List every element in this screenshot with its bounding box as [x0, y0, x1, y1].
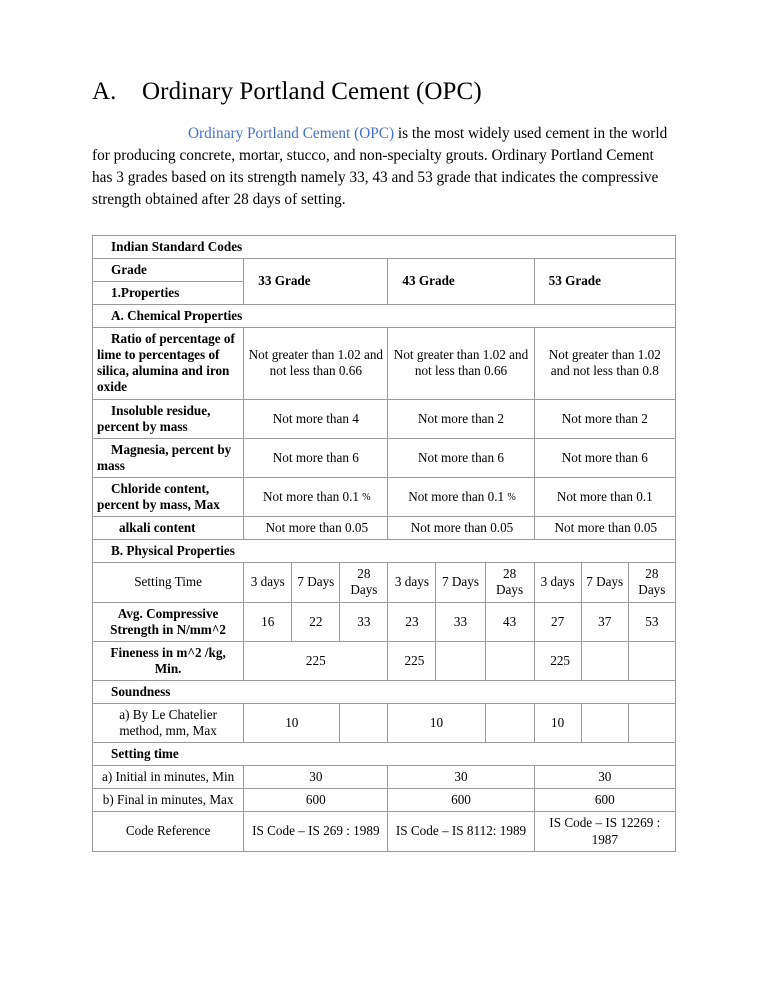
period-43-7days: 7 Days	[436, 563, 485, 602]
row-label-compressive-strength: Avg. Compressive Strength in N/mm^2	[93, 602, 244, 641]
setting-time-header: Setting time	[93, 743, 676, 766]
fineness-43: 225	[388, 641, 436, 680]
table-row	[93, 328, 676, 399]
table-title-cell: Indian Standard Codes	[93, 235, 676, 258]
intro-paragraph	[92, 123, 676, 211]
code-reference-33: IS Code – IS 269 : 1989	[244, 812, 388, 851]
initial-43: 30	[388, 766, 534, 789]
value-chloride-53: Not more than 0.1	[534, 477, 675, 516]
heading-label: A.	[92, 78, 117, 105]
strength-43-3days: 23	[388, 602, 436, 641]
fineness-43-empty-2	[485, 641, 534, 680]
period-33-7days: 7 Days	[292, 563, 340, 602]
value-chloride-43: Not more than 0.1 %	[388, 477, 534, 516]
final-53: 600	[534, 789, 675, 812]
period-33-28days: 28 Days	[340, 563, 388, 602]
header-properties-label: 1.Properties	[93, 282, 244, 305]
le-chatelier-43-empty	[485, 703, 534, 742]
strength-43-7days: 33	[436, 602, 485, 641]
table-row	[93, 477, 676, 516]
row-label-final-setting: b) Final in minutes, Max	[93, 789, 244, 812]
le-chatelier-53-empty-1	[581, 703, 628, 742]
initial-53: 30	[534, 766, 675, 789]
header-grade-33: 33 Grade	[244, 258, 388, 304]
row-label-magnesia: Magnesia, percent by mass	[93, 438, 244, 477]
table-row	[93, 641, 676, 680]
le-chatelier-53: 10	[534, 703, 581, 742]
period-53-7days: 7 Days	[581, 563, 628, 602]
intro-body-text: is the most widely used cement in the world for producing concrete, mortar, stucco, and non-specialty grouts. Ordinary Portland Cement has 3 grades based on its strength namely 33, 43 and 53 grade that indicates the compressive strength obtained after 28 days of setting.	[92, 124, 668, 208]
strength-43-28days: 43	[485, 602, 534, 641]
document-content	[92, 78, 676, 852]
fineness-53-empty-1	[581, 641, 628, 680]
value-insoluble-53: Not more than 2	[534, 399, 675, 438]
soundness-header: Soundness	[93, 680, 676, 703]
value-insoluble-33: Not more than 4	[244, 399, 388, 438]
table-row	[93, 438, 676, 477]
value-alkali-33: Not more than 0.05	[244, 517, 388, 540]
header-grade-label: Grade	[93, 258, 244, 281]
table-row	[93, 789, 676, 812]
header-grade-43: 43 Grade	[388, 258, 534, 304]
table-row	[93, 305, 676, 328]
strength-33-3days: 16	[244, 602, 292, 641]
value-alkali-53: Not more than 0.05	[534, 517, 675, 540]
code-reference-53: IS Code – IS 12269 : 1987	[534, 812, 675, 851]
cement-specification-table	[92, 235, 676, 852]
strength-53-28days: 53	[628, 602, 675, 641]
final-43: 600	[388, 789, 534, 812]
table-row	[93, 766, 676, 789]
section-b-header: B. Physical Properties	[93, 540, 676, 563]
le-chatelier-43: 10	[388, 703, 485, 742]
section-a-header: A. Chemical Properties	[93, 305, 676, 328]
le-chatelier-53-empty-2	[628, 703, 675, 742]
table-row	[93, 399, 676, 438]
value-lime-ratio-53: Not greater than 1.02 and not less than 0.8	[534, 328, 675, 399]
strength-53-7days: 37	[581, 602, 628, 641]
table-row	[93, 812, 676, 851]
row-label-fineness: Fineness in m^2 /kg, Min.	[93, 641, 244, 680]
table-row	[93, 602, 676, 641]
table-row	[93, 703, 676, 742]
table-row	[93, 563, 676, 602]
percent-symbol: %	[507, 491, 516, 503]
table-row	[93, 540, 676, 563]
heading-text: Ordinary Portland Cement (OPC)	[142, 78, 482, 105]
initial-33: 30	[244, 766, 388, 789]
value-magnesia-43: Not more than 6	[388, 438, 534, 477]
value-lime-ratio-43: Not greater than 1.02 and not less than 0.66	[388, 328, 534, 399]
value-lime-ratio-33: Not greater than 1.02 and not less than 0.66	[244, 328, 388, 399]
final-33: 600	[244, 789, 388, 812]
fineness-33: 225	[244, 641, 388, 680]
page-title	[92, 78, 676, 107]
period-53-28days: 28 Days	[628, 563, 675, 602]
table-row	[93, 680, 676, 703]
row-label-setting-time-periods: Setting Time	[93, 563, 244, 602]
strength-53-3days: 27	[534, 602, 581, 641]
row-label-insoluble-residue: Insoluble residue, percent by mass	[93, 399, 244, 438]
row-label-le-chatelier: a) By Le Chatelier method, mm, Max	[93, 703, 244, 742]
row-label-lime-ratio: Ratio of percentage of lime to percentages of silica, alumina and iron oxide	[93, 328, 244, 399]
period-43-28days: 28 Days	[485, 563, 534, 602]
value-magnesia-33: Not more than 6	[244, 438, 388, 477]
percent-symbol: %	[362, 491, 371, 503]
value-alkali-43: Not more than 0.05	[388, 517, 534, 540]
row-label-alkali: alkali content	[93, 517, 244, 540]
value-chloride-33: Not more than 0.1 %	[244, 477, 388, 516]
table-row	[93, 258, 676, 281]
row-label-chloride: Chloride content, percent by mass, Max	[93, 477, 244, 516]
code-reference-43: IS Code – IS 8112: 1989	[388, 812, 534, 851]
opc-link[interactable]: Ordinary Portland Cement (OPC)	[188, 124, 395, 142]
period-33-3days: 3 days	[244, 563, 292, 602]
strength-33-7days: 22	[292, 602, 340, 641]
row-label-code-reference: Code Reference	[93, 812, 244, 851]
value-insoluble-43: Not more than 2	[388, 399, 534, 438]
table-row	[93, 517, 676, 540]
table-row	[93, 743, 676, 766]
fineness-43-empty-1	[436, 641, 485, 680]
value-magnesia-53: Not more than 6	[534, 438, 675, 477]
header-grade-53: 53 Grade	[534, 258, 675, 304]
strength-33-28days: 33	[340, 602, 388, 641]
period-53-3days: 3 days	[534, 563, 581, 602]
fineness-53-empty-2	[628, 641, 675, 680]
table-row	[93, 235, 676, 258]
le-chatelier-33-empty	[340, 703, 388, 742]
fineness-53: 225	[534, 641, 581, 680]
period-43-3days: 3 days	[388, 563, 436, 602]
le-chatelier-33: 10	[244, 703, 340, 742]
row-label-initial-setting: a) Initial in minutes, Min	[93, 766, 244, 789]
